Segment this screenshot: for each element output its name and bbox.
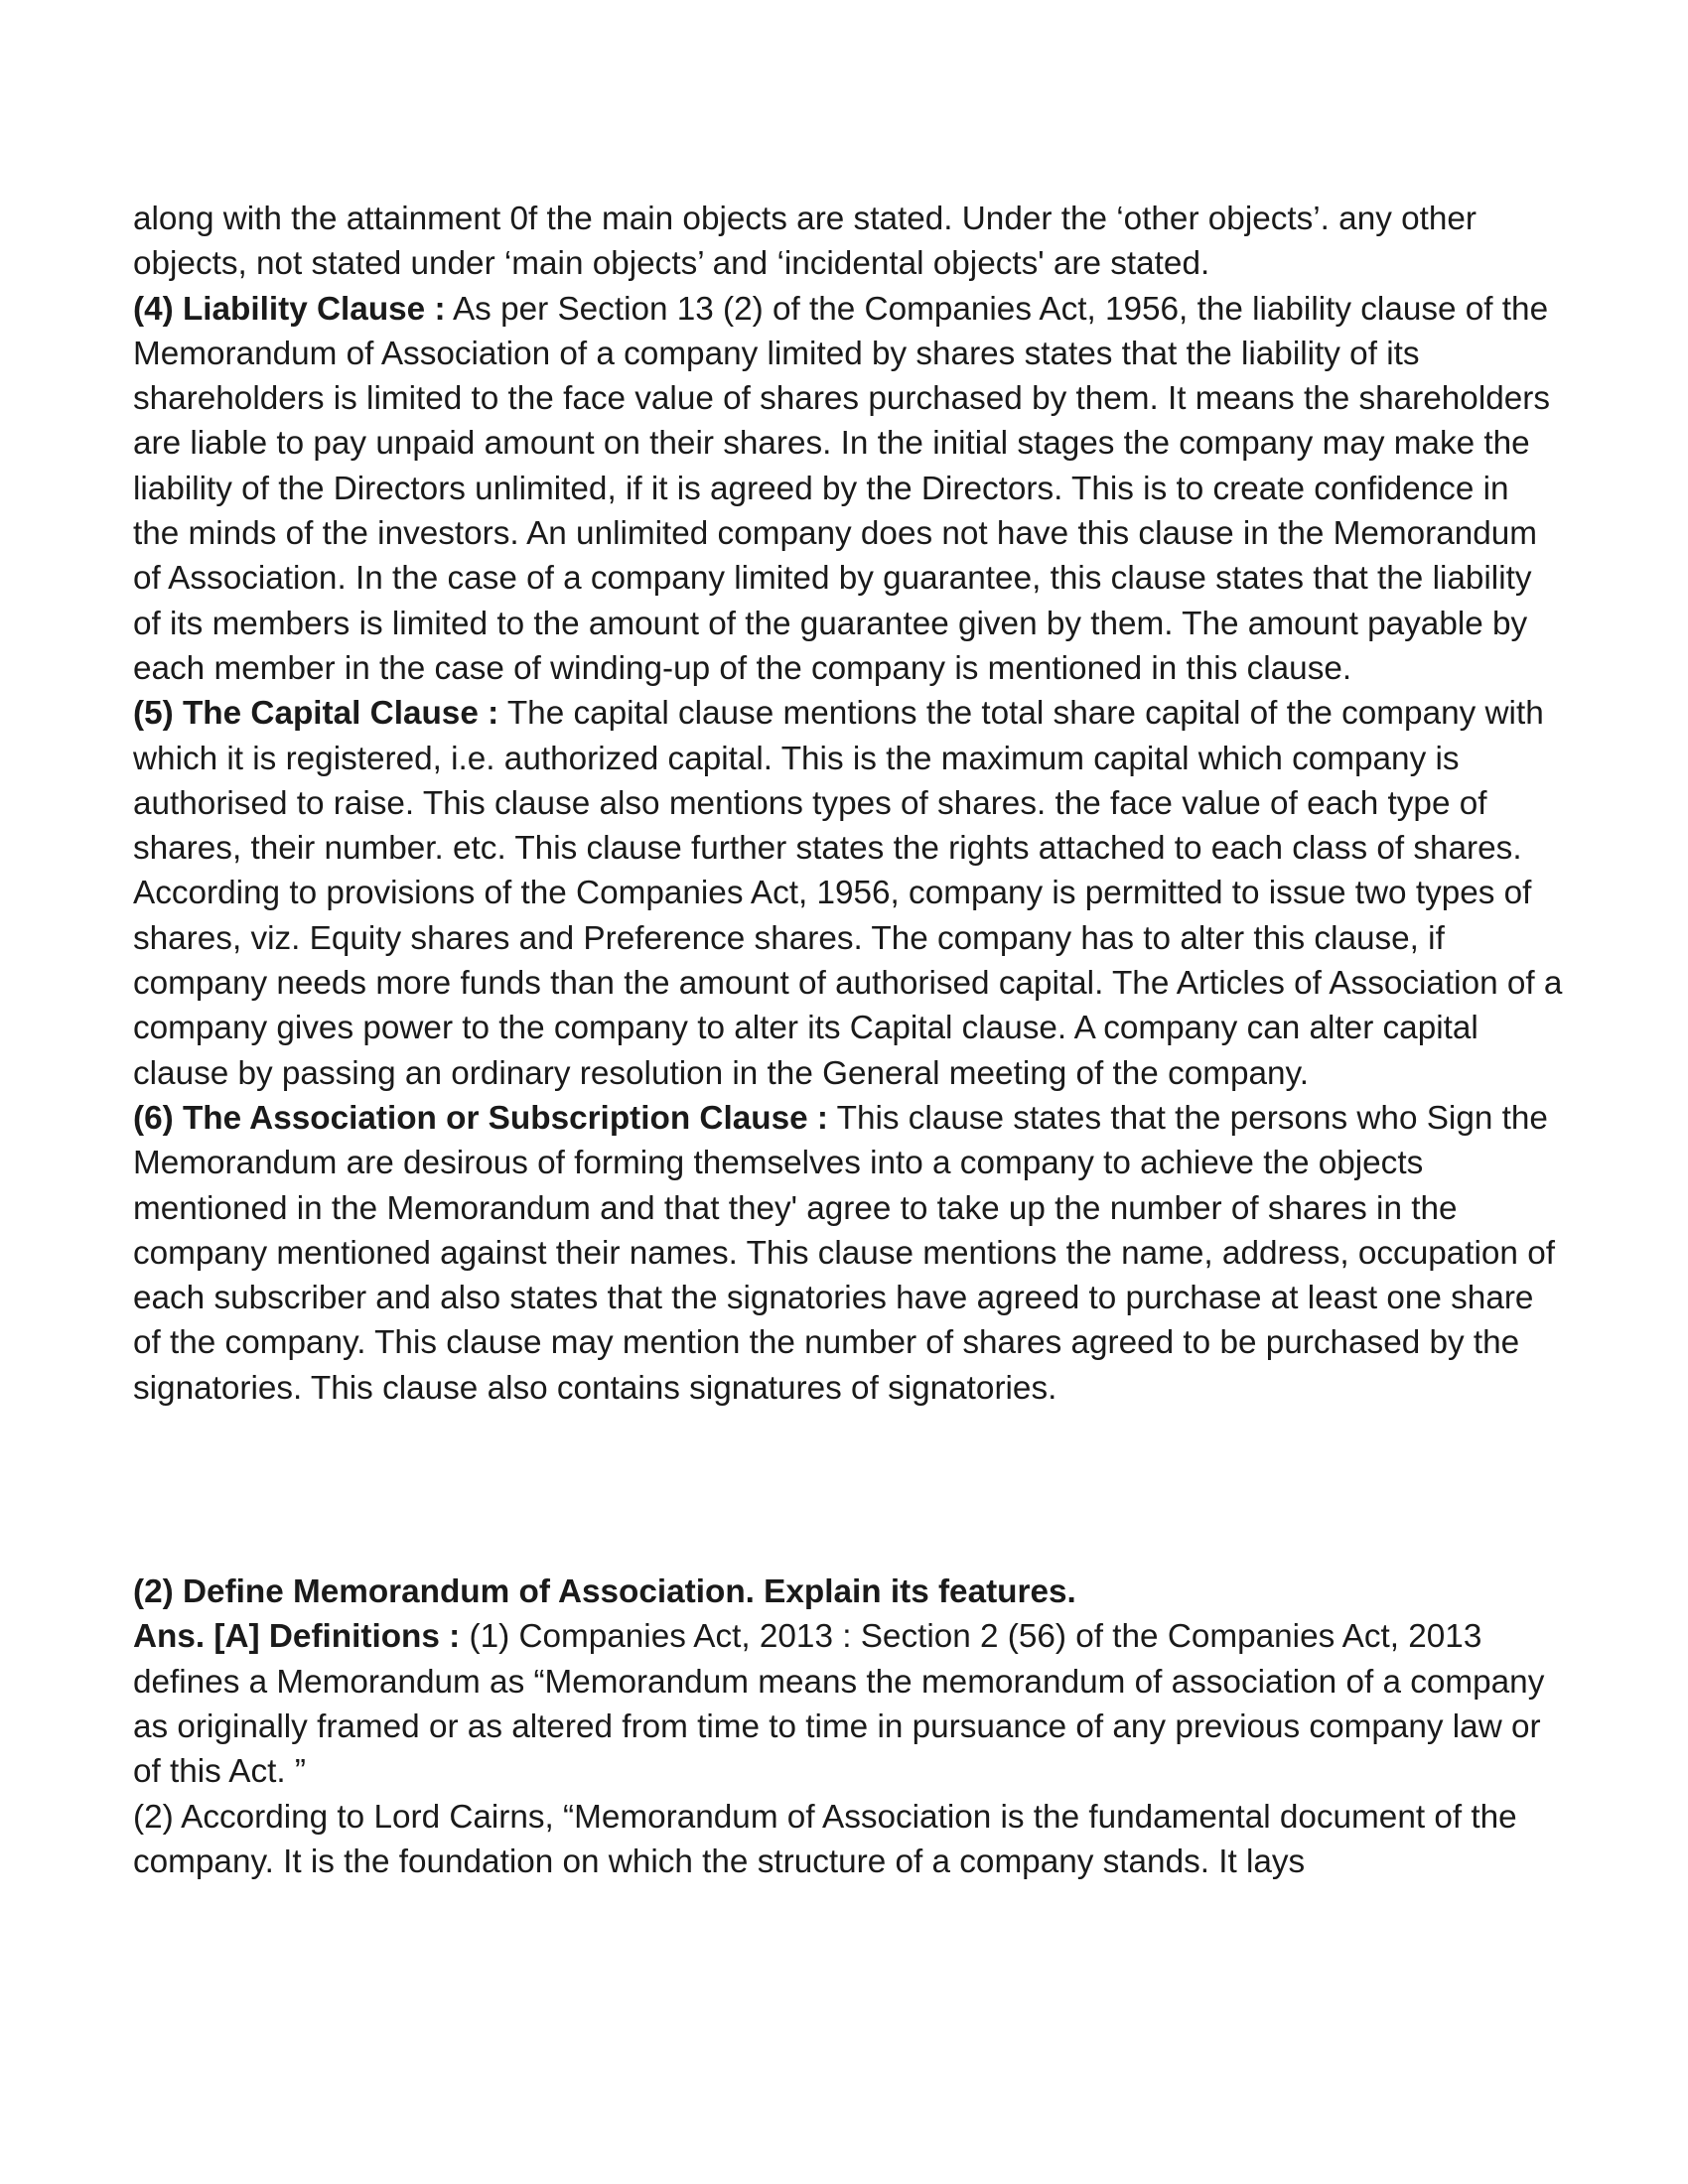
answer-heading: Ans. [A] Definitions : [133, 1618, 461, 1656]
liability-clause-heading: (4) Liability Clause : [133, 290, 446, 328]
section-spacer [133, 1411, 1563, 1570]
capital-clause-body: The capital clause mentions the total share capital of the company with which it is registered, i.e. authorized capital. This is the maximum capital which company is authorised to raise. This clause also mentions types of shares. the face value of each type of shares, their number. etc. This clause further states the rights attached to each class of shares. According to provisions of the Companies Act, 1956, company is permitted to issue two types of shares, viz. Equity shares and Preference shares. The company has to alter this clause, if company needs more funds than the amount of authorised capital. The Articles of Association of a company gives power to the company to alter its Capital clause. A company can alter capital clause by passing an ordinary resolution in the General meeting of the company. [133, 695, 1563, 1092]
association-clause-heading: (6) The Association or Subscription Clause : [133, 1099, 828, 1137]
capital-clause-heading: (5) The Capital Clause : [133, 695, 499, 733]
liability-clause-body: As per Section 13 (2) of the Companies Act, 1956, the liability clause of the Memorandum of Association of a company limited by shares states that the liability of its shareholders is limited to the face value of shares purchased by them. It means the shareholders are liable to pay unpaid amount on their shares. In the initial stages the company may make the liability of the Directors unlimited, if it is agreed by the Directors. This is to create confidence in the minds of the investors. An unlimited company does not have this clause in the Memorandum of Association. In the case of a company limited by guarantee, this clause states that the liability of its members is limited to the amount of the guarantee given by them. The amount payable by each member in the case of winding-up of the company is mentioned in this clause. [133, 290, 1550, 687]
capital-clause-paragraph [133, 691, 1563, 1096]
question-heading: (2) Define Memorandum of Association. Explain its features. [133, 1573, 1076, 1611]
association-clause-body: This clause states that the persons who Sign the Memorandum are desirous of forming themselves into a company to achieve the objects mentioned in the Memorandum and that they' agree to take up the number of shares in the company mentioned against their names. This clause mentions the name, address, occupation of each subscriber and also states that the signatories have agreed to purchase at least one share of the company. This clause may mention the number of shares agreed to be purchased by the signatories. This clause also contains signatures of signatories. [133, 1099, 1555, 1407]
document-page [133, 197, 1563, 1884]
liability-clause-paragraph [133, 287, 1563, 692]
lord-cairns-paragraph: (2) According to Lord Cairns, “Memorandum of Association is the fundamental document of the company. It is the foundation on which the structure of a company stands. It lays [133, 1798, 1517, 1880]
association-clause-paragraph [133, 1096, 1563, 1411]
answer-definition-body: (1) Companies Act, 2013 : Section 2 (56) of the Companies Act, 2013 defines a Memorandum as “Memorandum means the memorandum of association of a company as originally framed or as altered from time to time in pursuance of any previous company law or of this Act. ” [133, 1618, 1545, 1791]
answer-definitions-paragraph [133, 1614, 1563, 1794]
intro-paragraph: along with the attainment 0f the main objects are stated. Under the ‘other objects’. any other objects, not stated under ‘main objects’ and ‘incidental objects' are stated. [133, 201, 1477, 283]
